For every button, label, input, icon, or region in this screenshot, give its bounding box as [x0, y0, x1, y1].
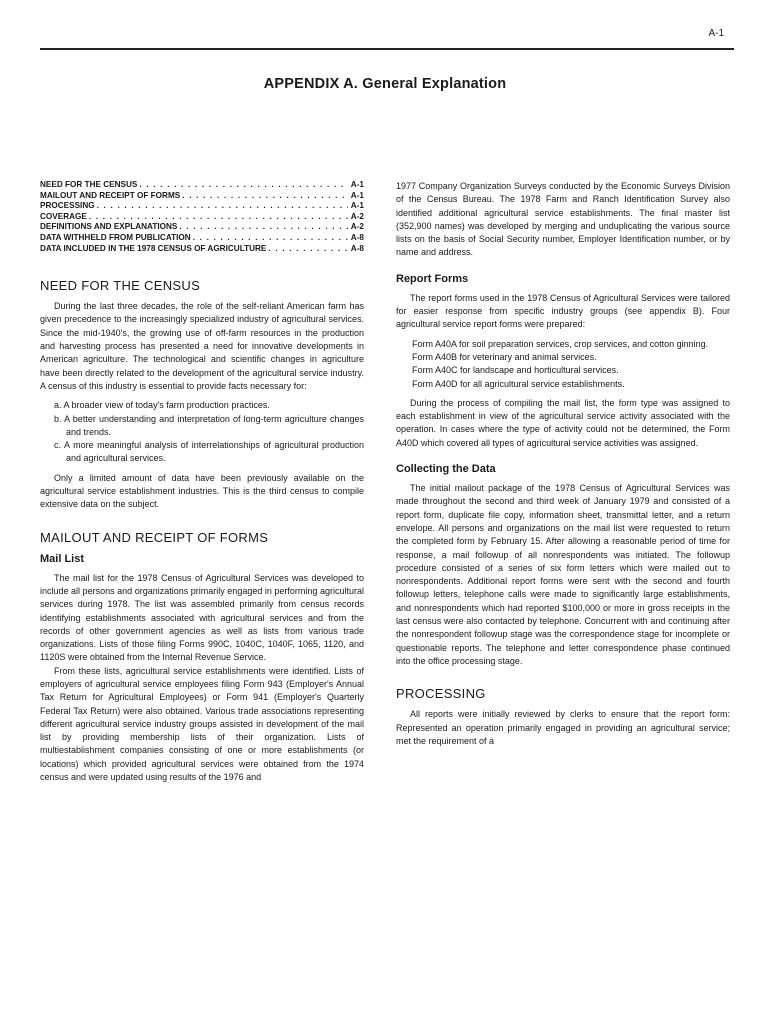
toc-entry[interactable]: DATA INCLUDED IN THE 1978 CENSUS OF AGRICULTURE . . . A-8: [40, 244, 364, 255]
mail-list-paragraph-2: From these lists, agricultural service establishments were identified. Lists of employers of agricultural service employees filing Form 943 (Employer's Annual Tax Return for Agricultural Employees) or Form 941 (Employer's Quarterly Federal Tax Return) were also obtained. Various trade associations representing different agricultural service industry groups assisted in development of the mail list by providing membership lists of their organization. Lists of multiestablishment companies consisting of one or more establishments (or locations) which provided agricultural services were obtained from the 1974 census and were updated using results of the 1976 and: [40, 665, 364, 783]
section-heading-processing: PROCESSING: [396, 686, 486, 702]
subheading-report-forms: Report Forms: [396, 272, 469, 285]
section-heading-mailout: MAILOUT AND RECEIPT OF FORMS: [40, 529, 269, 545]
processing-paragraph-1: All reports were initially reviewed by clerks to ensure that the report form: Represented an operation primarily engaged in providing an agricultural service; met the requirement of a: [396, 709, 730, 746]
toc-entry[interactable]: COVERAGE . . . A-2: [40, 212, 364, 223]
form-item-a40a: Form A40A for soil preparation services, crop services, and cotton ginning.: [412, 338, 709, 349]
need-paragraph-1: During the last three decades, the role of the self-reliant American farm has given precedence to the increasingly specialized industry of agricultural services. Since the mid-1940's, the growing use of off-farm resources in the production and harvesting process has presented a need for innovative developments in American agriculture. The technological and scientific changes in agriculture have been directly related to the development of the agricultural service industry. A census of this industry is essential to provide facts necessary for:: [40, 301, 364, 391]
need-paragraph-2: Only a limited amount of data have been previously available on the agricultural service establishment industries. This is the third census to compile extensive data on the subject.: [40, 472, 364, 510]
page-title: APPENDIX A. General Explanation: [263, 76, 507, 92]
collecting-paragraph-1: The initial mailout package of the 1978 Census of Agricultural Services was made throughout the second and third week of January 1979 and consisted of a report form, duplicate file copy, information sheet, transmittal letter, and a return envelope. All persons and organizations on the mail list were requested to return the completed form by February 15. After allowing a reasonable period of time for response, a mail followup of all nonrespondents was initiated. The followup procedure consisted of a series of six form letters which were mailed out to nonrespondents. Additional report forms were sent with the second and fourth followup letters, telephone calls were made to significantly large establishments, and nonrespondents which had reported $100,000 or more in gross receipts in the last census were also contacted by telephone. Concurrent with and continuing after the nonrespondent followup stage was the correspondence stage for incomplete or questionable reports. The telephone and letter correspondence phase continued into the office processing stage.: [396, 483, 730, 666]
form-item-a40d: Form A40D for all agricultural service establishments.: [412, 378, 625, 389]
toc-entry[interactable]: PROCESSING . . . A-1: [40, 201, 364, 212]
mail-list-paragraph-3: 1977 Company Organization Surveys conducted by the Economic Surveys Division of the Census Bureau. The 1978 Farm and Ranch Identification Survey also identified additional agricultural service establishments. The final master list (352,900 names) was developed by merging and unduplicating the various source lists on the basis of Social Security number, Employer Identification number, or by name and address.: [396, 181, 730, 258]
toc-entry[interactable]: MAILOUT AND RECEIPT OF FORMS . . . A-1: [40, 191, 364, 202]
left-column: [40, 180, 364, 784]
report-forms-paragraph-1: The report forms used in the 1978 Census of Agricultural Services were tailored for easier response from specific industry groups (see appendix B). Four agricultural service report forms were prepared:: [396, 292, 730, 330]
header-rule: [40, 48, 734, 50]
subheading-collecting-data: Collecting the Data: [396, 463, 496, 476]
form-item-a40c: Form A40C for landscape and horticultural services.: [412, 365, 619, 376]
right-column: [396, 180, 730, 748]
section-heading-need: NEED FOR THE CENSUS: [40, 278, 201, 294]
toc-entry[interactable]: DEFINITIONS AND EXPLANATIONS . . . A-2: [40, 222, 364, 233]
subheading-mail-list: Mail List: [40, 552, 85, 565]
form-item-a40b: Form A40B for veterinary and animal services.: [412, 351, 597, 362]
mail-list-paragraph-1: The mail list for the 1978 Census of Agricultural Services was developed to include all persons and organizations primarily engaged in performing agricultural services during 1978. The list was assembled primarily from census records identifying establishments associated with agricultural services and from the records of other government agencies as well as lists from various trade organizations. Lists of those filing Forms 990C, 1040C, 1040F, 1065, 1120, and 1120S were obtained from the Internal Revenue Service.: [40, 572, 364, 663]
need-list-item-a: a. A broader view of today's farm production practices.: [54, 400, 270, 411]
report-forms-paragraph-2: During the process of compiling the mail list, the form type was assigned to each establishment in view of the agricultural service activity associated with the operation. In cases where the type of activity could not be determined, the Form A40D which covered all types of agricultural service activities was assigned.: [396, 397, 730, 448]
toc-entry[interactable]: NEED FOR THE CENSUS . . . A-1: [40, 180, 364, 191]
toc-entry[interactable]: DATA WITHHELD FROM PUBLICATION . . . A-8: [40, 233, 364, 244]
need-list-item-c: c. A more meaningful analysis of interrelationships of agricultural production and agricultural services.: [54, 440, 364, 464]
need-list-item-b: b. A better understanding and interpretation of long-term agriculture changes and trends.: [54, 413, 364, 437]
page-number: A-1: [708, 28, 724, 39]
table-of-contents: [40, 180, 364, 254]
